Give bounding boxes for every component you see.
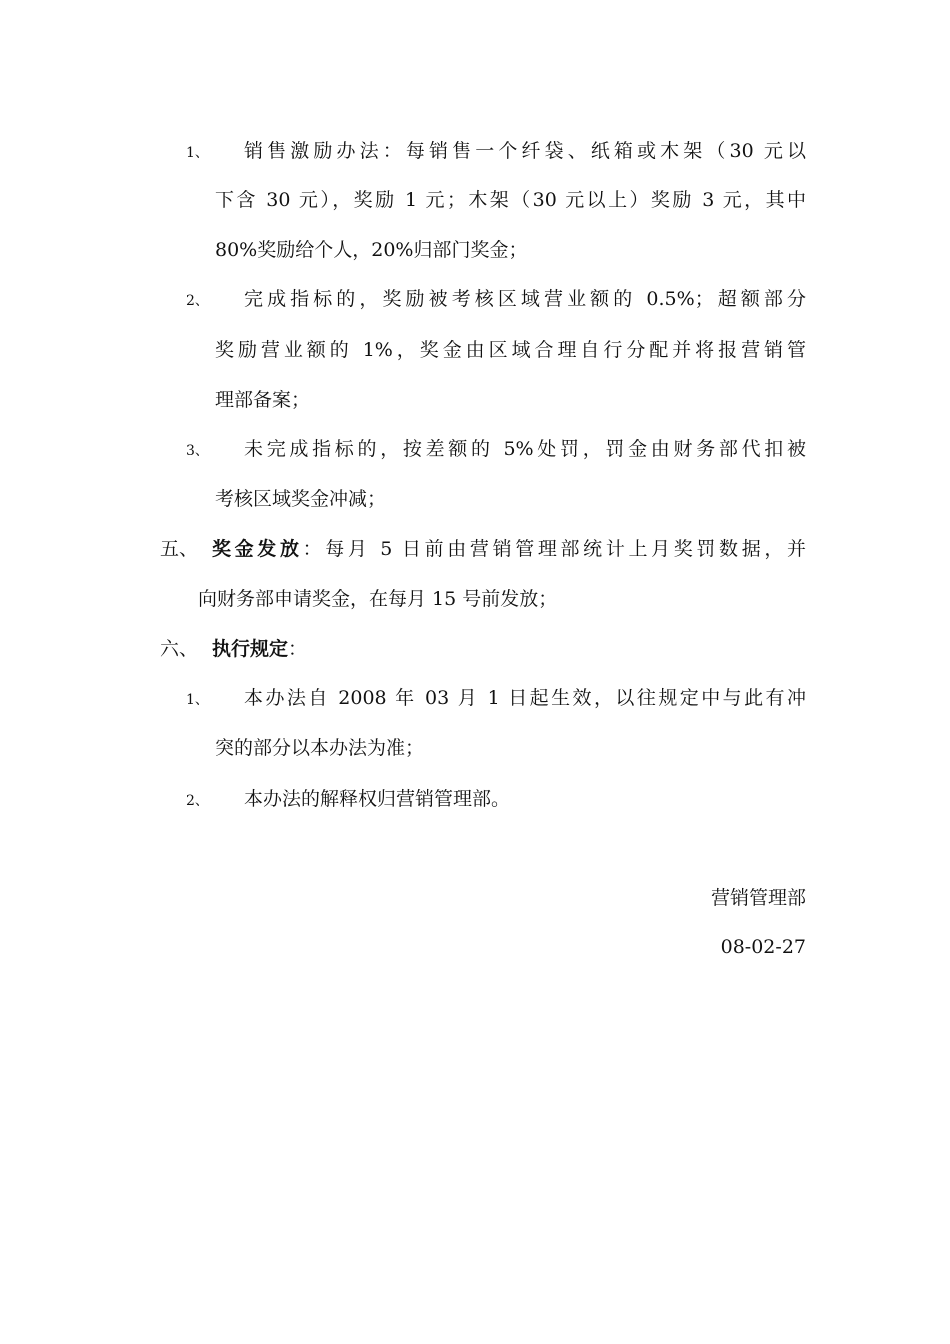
list-item-line: 突的部分以本办法为准； [215,737,425,759]
list-item-line: 下含 30 元），奖励 1 元；木架（30 元以上）奖励 3 元，其中 [215,189,806,211]
section-text: ：每月 5 日前由营销管理部统计上月奖罚数据，并 [302,538,806,560]
list-number: 2、 [186,293,209,309]
list-item-line: 本办法自 2008 年 03 月 1 日起生效，以往规定中与此有冲 [244,687,806,709]
section-heading: 执行规定 [212,638,289,660]
signature-department: 营销管理部 [710,887,806,909]
section-paragraph-line [212,537,806,561]
list-number: 3、 [186,443,209,459]
section-paragraph-line [212,637,307,661]
list-item-line: 奖励营业额的 1%，奖金由区域合理自行分配并将报营销管 [215,339,806,361]
list-number: 1、 [186,145,209,161]
list-number: 2、 [186,793,209,809]
signature-date: 08-02-27 [720,936,806,958]
list-item-line: 完成指标的，奖励被考核区域营业额的 0.5%；超额部分 [244,288,806,310]
list-item-line: 考核区域奖金冲减； [215,488,387,510]
list-item-line: 本办法的解释权归营销管理部。 [244,788,511,810]
list-number: 1、 [186,692,209,708]
section-text: ： [288,638,308,660]
list-item-line: 80%奖励给个人，20%归部门奖金； [215,239,528,261]
section-heading: 奖金发放 [212,538,303,560]
list-item-line: 销售激励办法：每销售一个纤袋、纸箱或木架（30 元以 [244,140,806,162]
section-paragraph-line: 向财务部申请奖金，在每月 15 号前发放； [198,588,558,610]
list-item-line: 理部备案； [215,389,311,411]
section-number: 五、 [160,538,199,560]
section-number: 六、 [160,638,199,660]
list-item-line: 未完成指标的，按差额的 5%处罚，罚金由财务部代扣被 [244,438,806,460]
